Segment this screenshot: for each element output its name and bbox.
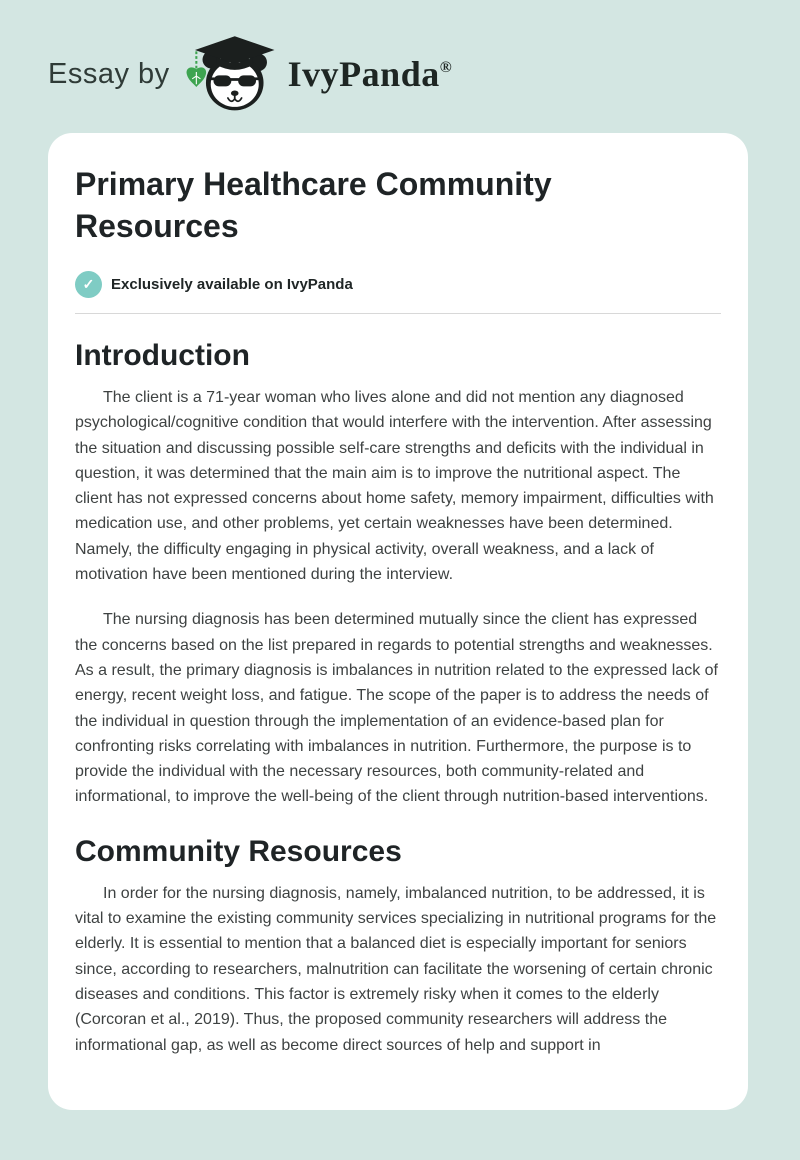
essay-card bbox=[48, 133, 748, 1110]
community-resources-paragraph-1: In order for the nursing diagnosis, namely, imbalanced nutrition, to be addressed, it is vital to examine the existing community services specializing in nutritional programs for the elderly. It is essential to mention that a balanced diet is especially important for seniors since, according to researchers, malnutrition can facilitate the worsening of certain chronic diseases and conditions. This factor is extremely risky when it comes to the elderly (Corcoran et al., 2019). Thus, the proposed community researchers will address the informational gap, as well as become direct sources of help and support in bbox=[75, 884, 717, 1054]
essay-title: Primary Healthcare Community Resources bbox=[75, 166, 552, 244]
section-heading-introduction: Introduction bbox=[75, 339, 250, 372]
exclusive-badge bbox=[75, 271, 721, 298]
check-icon: ✓ bbox=[75, 271, 102, 298]
registered-mark: ® bbox=[439, 59, 453, 76]
ivypanda-logo-link[interactable] bbox=[184, 36, 453, 112]
brand-name: IvyPanda® bbox=[287, 54, 453, 94]
panda-graduate-logo-icon bbox=[184, 36, 280, 112]
essay-by-label: Essay by bbox=[48, 57, 170, 90]
intro-paragraph-2: The nursing diagnosis has been determined mutually since the client has expressed the concerns based on the list prepared in regards to potential strengths and weaknesses. As a result, the primary diagnosis is imbalances in nutrition related to the expressed lack of energy, recent weight loss, and fatigue. The scope of the paper is to address the needs of the individual in question through the implementation of an evidence-based plan for confronting risks correlating with imbalances in nutrition. Furthermore, the purpose is to provide the individual with the necessary resources, both community-related and informational, to improve the well-being of the client through nutrition-based interventions. bbox=[75, 611, 718, 806]
intro-paragraph-1: The client is a 71-year woman who lives alone and did not mention any diagnosed psychological/cognitive condition that would interfere with the intervention. After assessing the situation and discussing possible self-care strengths and deficits with the individual in question, it was determined that the main aim is to improve the nutritional aspect. The client has not expressed concerns about home safety, memory impairment, difficulties with medication use, and other problems, yet certain weaknesses have been determined. Namely, the difficulty engaging in physical activity, overall weakness, and a lack of motivation have been mentioned during the interview. bbox=[75, 389, 714, 584]
site-header bbox=[0, 0, 800, 110]
divider bbox=[75, 313, 721, 314]
exclusive-badge-label: Exclusively available on IvyPanda bbox=[111, 276, 353, 293]
section-heading-community-resources: Community Resources bbox=[75, 834, 402, 868]
